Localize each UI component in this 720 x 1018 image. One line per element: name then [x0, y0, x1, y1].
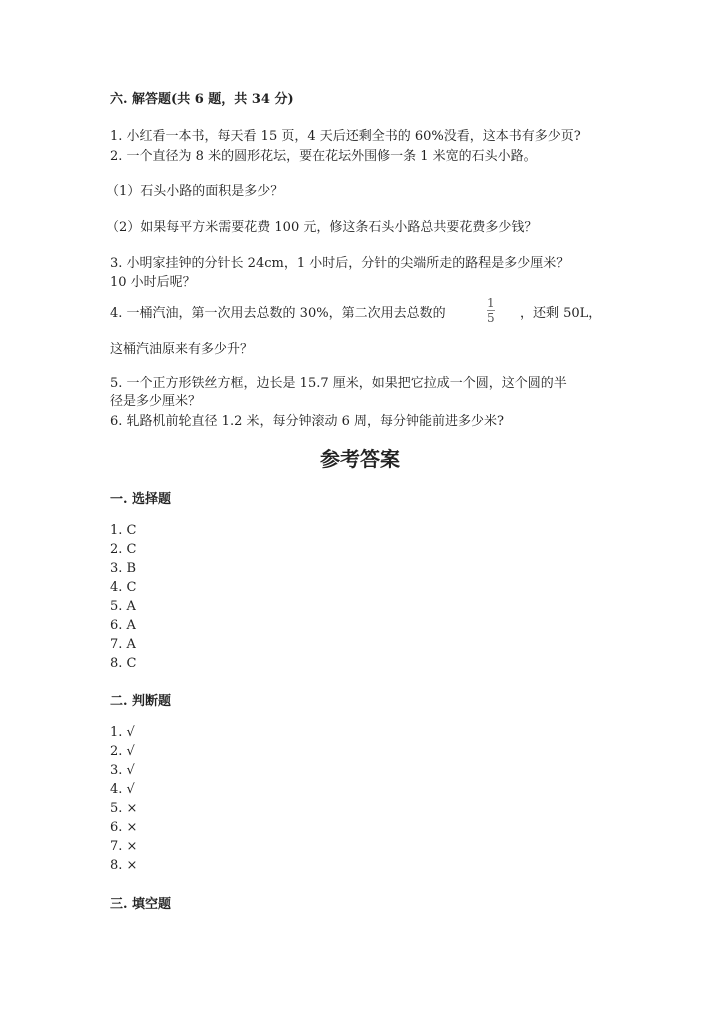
- answer-item: 4. C: [110, 580, 137, 595]
- answer-item: 6. ×: [110, 820, 138, 835]
- answer-item: 5. A: [110, 599, 136, 614]
- answer-item: 7. A: [110, 637, 136, 652]
- question-5: 5. 一个正方形铁丝方框，边长是 15.7 厘米，如果把它拉成一个圆，这个圆的半: [110, 376, 567, 391]
- section-heading: 六. 解答题(共 6 题，共 34 分): [110, 92, 294, 107]
- section-2-heading: 二. 判断题: [110, 694, 172, 709]
- answer-item: 2. √: [110, 744, 135, 759]
- question-2: 2. 一个直径为 8 米的圆形花坛，要在花坛外围修一条 1 米宽的石头小路。: [110, 149, 537, 164]
- answer-item: 3. √: [110, 763, 135, 778]
- question-3-cont: 10 小时后呢？: [110, 275, 196, 290]
- section-3-heading: 三. 填空题: [110, 897, 172, 912]
- answer-item: 6. A: [110, 618, 136, 633]
- question-4-cont: ，还剩 50L，: [520, 306, 602, 321]
- answer-item: 8. C: [110, 656, 137, 671]
- answer-item: 7. ×: [110, 839, 138, 854]
- fraction: [487, 296, 495, 325]
- fraction-numerator: 1: [487, 296, 495, 310]
- question-2a: （1）石头小路的面积是多少？: [106, 184, 284, 199]
- question-6: 6. 轧路机前轮直径 1.2 米，每分钟滚动 6 周，每分钟能前进多少米?: [110, 414, 504, 429]
- answer-item: 1. √: [110, 725, 135, 740]
- answer-item: 4. √: [110, 782, 135, 797]
- question-4-end: 这桶汽油原来有多少升？: [110, 342, 254, 357]
- question-3: 3. 小明家挂钟的分针长 24cm，1 小时后，分针的尖端所走的路程是多少厘米？: [110, 256, 570, 271]
- answer-item: 2. C: [110, 542, 137, 557]
- fraction-denominator: 5: [487, 311, 495, 325]
- answer-item: 5. ×: [110, 801, 138, 816]
- question-1: 1. 小红看一本书，每天看 15 页，4 天后还剩全书的 60%没看，这本书有多少页?: [110, 129, 581, 144]
- answer-item: 3. B: [110, 561, 137, 576]
- section-1-heading: 一. 选择题: [110, 492, 172, 507]
- question-2b: （2）如果每平方米需要花费 100 元，修这条石头小路总共要花费多少钱？: [106, 220, 538, 235]
- question-4: 4. 一桶汽油，第一次用去总数的 30%，第二次用去总数的: [110, 306, 446, 321]
- answer-item: 8. ×: [110, 858, 138, 873]
- question-5-cont: 径是多少厘米？: [110, 394, 202, 409]
- answers-title: 参考答案: [320, 447, 400, 471]
- answer-item: 1. C: [110, 523, 137, 538]
